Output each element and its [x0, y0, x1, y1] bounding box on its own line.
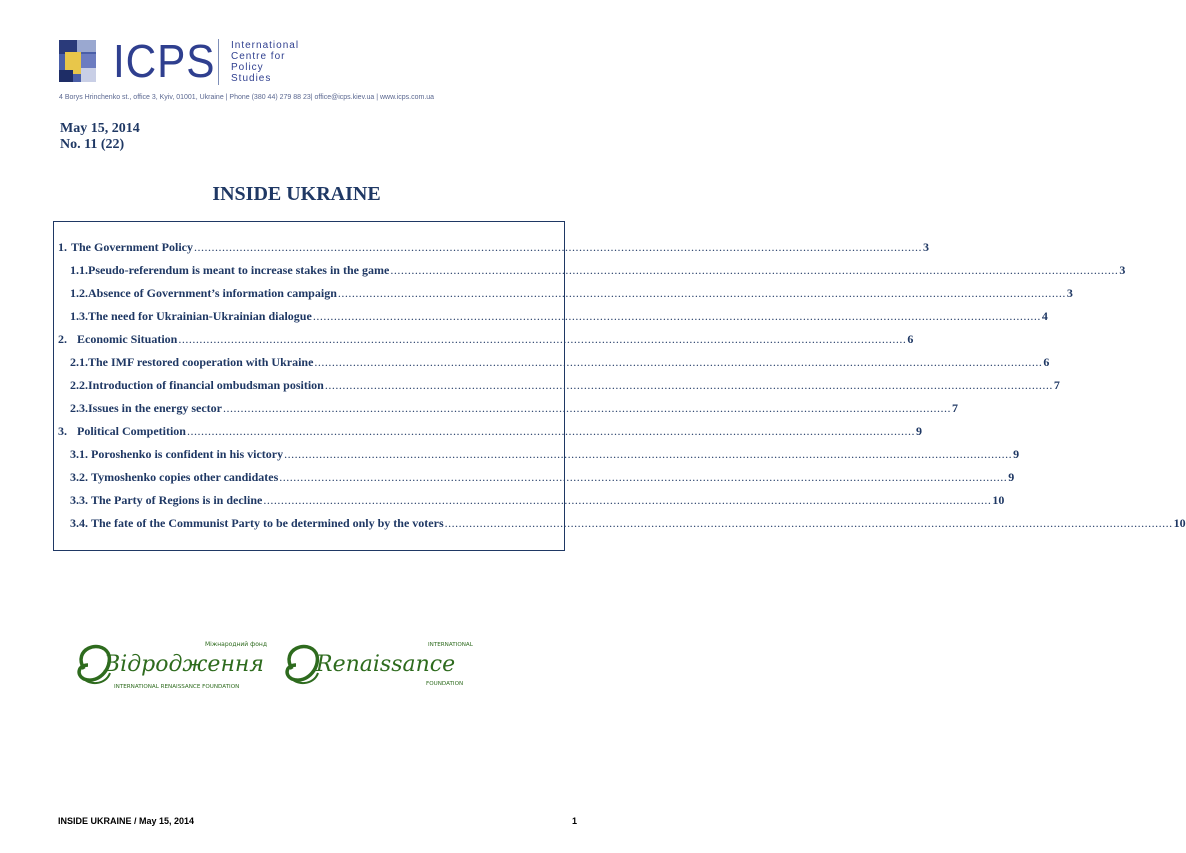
toc-entry-label: The Party of Regions is in decline [91, 493, 263, 507]
toc-entry-page: 3 [1119, 263, 1126, 277]
toc-dot-leader [222, 400, 952, 416]
toc-entry-label: The need for Ukrainian-Ukrainian dialogue [88, 309, 312, 323]
toc-entry-number: 2. [58, 332, 67, 346]
toc-entry-label: The IMF restored cooperation with Ukraine [88, 355, 314, 369]
org-name-line: Centre for [231, 51, 286, 62]
toc-entry[interactable] [58, 239, 929, 255]
toc-entry-label: Political Competition [77, 424, 186, 438]
toc-entry[interactable] [70, 400, 958, 416]
toc-entry[interactable] [70, 446, 1020, 462]
icps-logo-icon [59, 40, 96, 82]
toc-entry-number: 3.4. [70, 516, 88, 530]
toc-entry[interactable] [70, 285, 1073, 301]
toc-entry-label: Poroshenko is confident in his victory [91, 447, 284, 461]
toc-entry[interactable] [70, 262, 1126, 278]
page-number: 1 [572, 816, 578, 826]
toc-dot-leader [186, 423, 916, 439]
toc-entry-number: 2.3. [70, 401, 88, 415]
toc-dot-leader [177, 331, 907, 347]
toc-entry-page: 4 [1041, 309, 1048, 323]
toc-dot-leader [313, 354, 1043, 370]
toc-entry-page: 6 [907, 332, 914, 346]
toc-dot-leader [337, 285, 1067, 301]
toc-entry-number: 3.3. [70, 493, 88, 507]
toc-entry-number: 2.2. [70, 378, 88, 392]
renaissance-top-text: INTERNATIONAL [428, 642, 473, 648]
toc-entry-label: Issues in the energy sector [88, 401, 222, 415]
toc-entry-page: 10 [992, 493, 1005, 507]
toc-entry-page: 10 [1173, 516, 1186, 530]
renaissance-main-text: Renaissance [316, 652, 456, 677]
logo-divider [218, 39, 219, 85]
table-of-contents [53, 221, 1186, 551]
toc-entry-label: The fate of the Communist Party to be determined only by the voters [91, 516, 444, 530]
toc-dot-leader [262, 492, 992, 508]
vidrodzhennya-bottom-text: INTERNATIONAL RENAISSANCE FOUNDATION [114, 684, 240, 690]
renaissance-bottom-text: FOUNDATION [426, 681, 464, 687]
toc-entry-page: 6 [1043, 355, 1050, 369]
issue-number: No. 11 (22) [60, 137, 125, 152]
toc-entry-number: 3. [58, 424, 67, 438]
icps-logo-text: ICPS [113, 35, 216, 87]
toc-entry[interactable] [70, 377, 1060, 393]
org-name-line: International [231, 40, 300, 51]
toc-dot-leader [444, 515, 1174, 531]
toc-dot-leader [312, 308, 1042, 324]
toc-entry[interactable] [70, 492, 1005, 508]
toc-dot-leader [283, 446, 1013, 462]
toc-dot-leader [278, 469, 1008, 485]
toc-entry-page: 9 [915, 424, 922, 438]
toc-entry-label: Tymoshenko copies other candidates [91, 470, 279, 484]
toc-entry-page: 9 [1013, 447, 1020, 461]
toc-entry-label: Pseudo-referendum is meant to increase stakes in the game [88, 263, 390, 277]
footer-title: INSIDE UKRAINE / May 15, 2014 [58, 816, 195, 826]
contact-address: 4 Borys Hrinchenko st., office 3, Kyiv, 01001, Ukraine | Phone (380 44) 279 88 23| office@icps.kiev.ua | www.icps.com.ua [59, 94, 435, 101]
toc-entry-page: 7 [951, 401, 958, 415]
toc-dot-leader [193, 239, 923, 255]
toc-entry-number: 3.2. [70, 470, 88, 484]
toc-entry[interactable] [70, 354, 1050, 370]
org-name-line: Studies [231, 73, 272, 84]
toc-entry-page: 9 [1008, 470, 1015, 484]
toc-entry[interactable] [70, 308, 1048, 324]
vidrodzhennya-main-text: Відродження [104, 652, 264, 677]
renaissance-foundation-logo [278, 635, 473, 693]
toc-entry-number: 1.2. [70, 286, 88, 300]
issue-date: May 15, 2014 [60, 121, 140, 136]
toc-dot-leader [324, 377, 1054, 393]
toc-entry[interactable] [70, 469, 1015, 485]
toc-entry-number: 1. [58, 240, 67, 254]
org-name [231, 40, 321, 84]
toc-entry-label: The Government Policy [71, 240, 193, 254]
toc-entry-number: 3.1. [70, 447, 88, 461]
toc-entry-number: 1.3. [70, 309, 88, 323]
toc-dot-leader [389, 262, 1119, 278]
toc-entry-page: 3 [1066, 286, 1073, 300]
vidrodzhennya-top-text: Міжнародний фонд [205, 641, 267, 648]
org-name-line: Policy [231, 62, 264, 73]
toc-entry[interactable] [58, 331, 914, 347]
toc-entry-label: Absence of Government’s information campaign [88, 286, 337, 300]
document-title: INSIDE UKRAINE [212, 183, 381, 205]
toc-entry[interactable] [58, 423, 922, 439]
toc-entry-number: 1.1. [70, 263, 88, 277]
toc-entry-number: 2.1. [70, 355, 88, 369]
toc-entry-label: Introduction of financial ombudsman position [88, 378, 324, 392]
toc-entry-page: 3 [922, 240, 929, 254]
toc-entry-label: Economic Situation [77, 332, 178, 346]
toc-entry[interactable] [70, 515, 1186, 531]
toc-entry-page: 7 [1053, 378, 1060, 392]
vidrodzhennya-foundation-logo [70, 635, 267, 693]
